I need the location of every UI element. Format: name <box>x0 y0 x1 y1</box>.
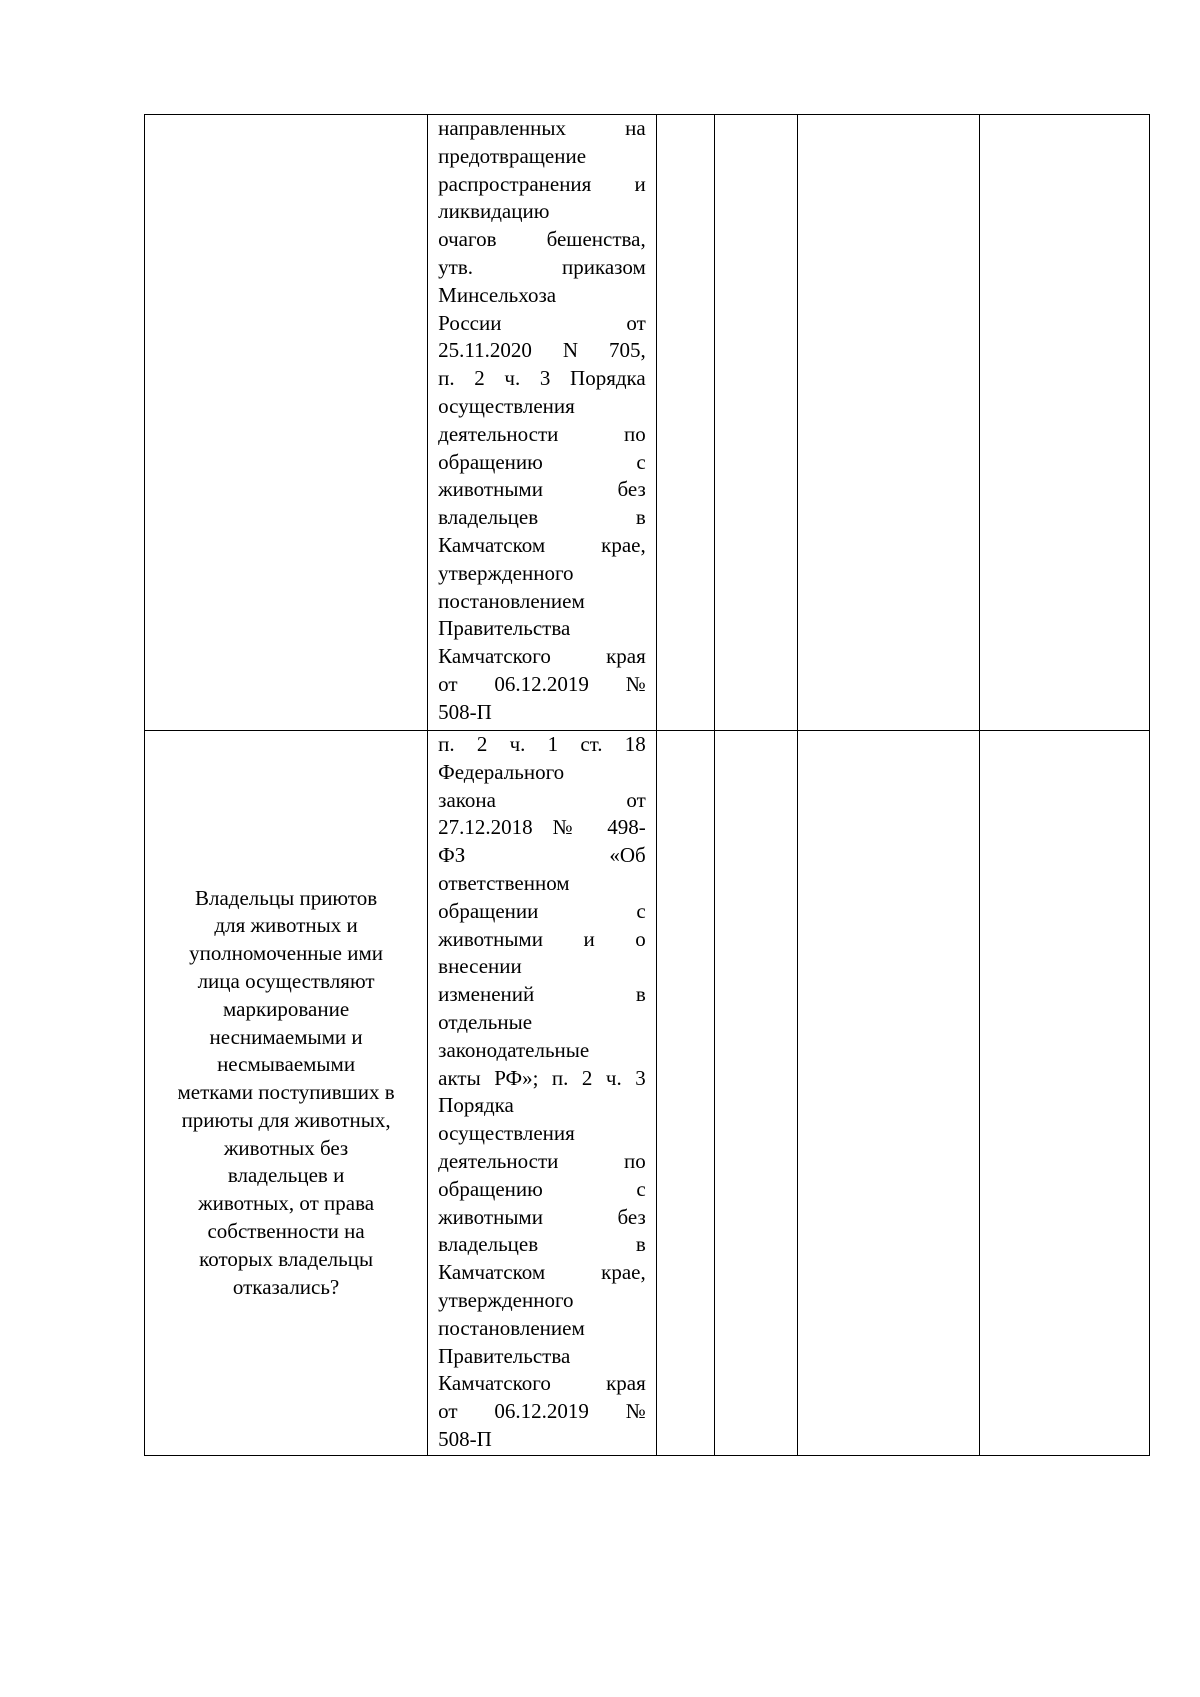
question-line: несмываемыми <box>217 1052 356 1077</box>
question-line: маркирование <box>222 996 350 1021</box>
legal-basis-line: Камчатском крае, <box>438 1260 646 1285</box>
legal-basis-line: законодательные <box>438 1037 590 1062</box>
question-line: лица осуществляют <box>197 968 375 993</box>
legal-basis-line: обращении с <box>438 898 646 923</box>
legal-basis-line: Правительства <box>438 616 571 641</box>
legal-basis-line: утв. приказом <box>438 254 646 279</box>
answer-yes-cell <box>656 115 715 731</box>
legal-basis-line: постановлением <box>438 588 585 613</box>
table-row <box>145 115 1150 731</box>
table-row <box>145 731 1150 1456</box>
question-cell <box>145 115 428 731</box>
question-line: уполномоченные ими <box>189 941 383 966</box>
notes-cell <box>980 731 1150 1456</box>
legal-basis-line: владельцев в <box>438 505 646 530</box>
legal-basis-line: п. 2 ч. 1 ст. 18 <box>438 732 646 756</box>
legal-basis-line: ответственном <box>438 870 570 895</box>
legal-basis-line: от 06.12.2019 № <box>438 671 646 696</box>
legal-basis-line: постановлением <box>438 1315 585 1340</box>
legal-basis-line: утвержденного <box>438 560 574 585</box>
legal-basis-line: п. 2 ч. 3 Порядка <box>438 366 646 391</box>
legal-basis-line: животными и о <box>438 926 646 951</box>
legal-basis-line: осуществления <box>438 1121 575 1146</box>
legal-basis-line: 25.11.2020 N 705, <box>438 338 646 363</box>
question-line: приюты для животных, <box>181 1107 391 1132</box>
legal-basis-line: обращению с <box>438 449 646 474</box>
legal-basis-text <box>428 115 656 727</box>
legal-basis-line: акты РФ»; п. 2 ч. 3 <box>438 1065 646 1090</box>
question-cell <box>145 731 428 1456</box>
not-applicable-cell <box>797 115 979 731</box>
question-line: отказались? <box>232 1274 340 1299</box>
legal-basis-line: животными без <box>438 1204 646 1229</box>
legal-basis-line: Порядка <box>438 1093 514 1118</box>
question-line: которых владельцы <box>199 1246 374 1271</box>
legal-basis-line: закона от <box>438 787 646 812</box>
legal-basis-line: 508-П <box>438 699 492 724</box>
legal-basis-line: осуществления <box>438 393 575 418</box>
answer-yes-cell <box>656 731 715 1456</box>
legal-basis-line: распространения и <box>438 171 646 196</box>
question-line: для животных и <box>214 913 358 938</box>
legal-basis-line: отдельные <box>438 1009 533 1034</box>
question-line: владельцев и <box>227 1163 345 1188</box>
legal-basis-line: животными без <box>438 477 646 502</box>
legal-basis-line: утвержденного <box>438 1287 574 1312</box>
question-line: неснимаемыми и <box>209 1024 363 1049</box>
legal-basis-line: предотвращение <box>438 143 587 168</box>
legal-basis-line: ликвидацию <box>438 199 550 224</box>
legal-basis-line: Камчатского края <box>438 1371 646 1396</box>
answer-no-cell <box>715 115 797 731</box>
question-line: животных, от права <box>198 1191 375 1216</box>
question-line: метками поступивших в <box>177 1080 395 1105</box>
legal-basis-line: Федерального <box>438 759 565 784</box>
question-text <box>155 885 417 1302</box>
legal-basis-line: обращению с <box>438 1176 646 1201</box>
question-line: собственности на <box>207 1219 365 1244</box>
legal-basis-line: 508-П <box>438 1426 492 1451</box>
legal-basis-line: внесении <box>438 954 522 979</box>
legal-basis-line: владельцев в <box>438 1232 646 1257</box>
legal-basis-line: направленных на <box>438 116 646 140</box>
notes-cell <box>980 115 1150 731</box>
legal-basis-line: Минсельхоза <box>438 282 557 307</box>
question-line: животных без <box>223 1135 349 1160</box>
legal-basis-cell <box>428 731 657 1456</box>
legal-basis-line: России от <box>438 310 646 335</box>
legal-basis-line: Камчатском крае, <box>438 532 646 557</box>
legal-basis-text <box>428 731 656 1454</box>
legal-basis-line: 27.12.2018 № 498- <box>438 815 646 840</box>
legal-basis-line: ФЗ «Об <box>438 843 646 868</box>
answer-no-cell <box>715 731 797 1456</box>
legal-basis-line: изменений в <box>438 982 646 1007</box>
legal-basis-line: Камчатского края <box>438 644 646 669</box>
not-applicable-cell <box>797 731 979 1456</box>
legal-basis-cell <box>428 115 657 731</box>
legal-basis-line: Правительства <box>438 1343 571 1368</box>
checklist-table <box>144 114 1150 1456</box>
legal-basis-line: очагов бешенства, <box>438 227 646 252</box>
legal-basis-line: от 06.12.2019 № <box>438 1399 646 1424</box>
question-line: Владельцы приютов <box>194 885 378 910</box>
legal-basis-line: деятельности по <box>438 1148 646 1173</box>
legal-basis-line: деятельности по <box>438 421 646 446</box>
